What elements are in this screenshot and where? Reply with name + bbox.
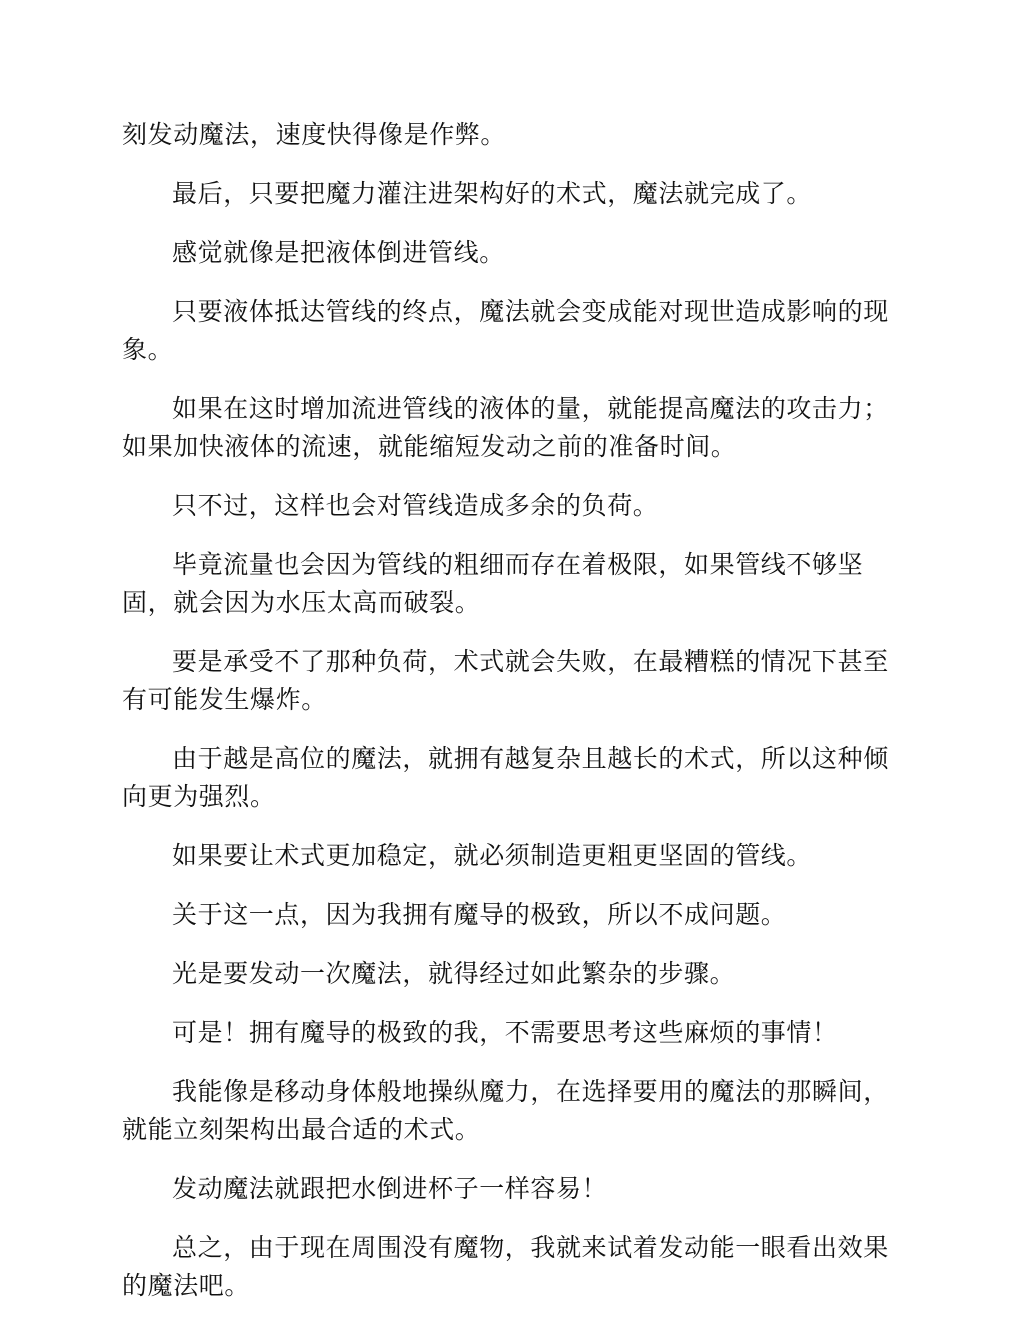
paragraph: 感觉就像是把液体倒进管线。 [172,238,505,267]
paragraph: 如果在这时增加流进管线的液体的量，就能提高魔法的攻击力；如果加快液体的流速，就能缩短发动之前的准备时间。 [122,394,889,461]
paragraph: 发动魔法就跟把水倒进杯子一样容易！ [172,1174,608,1203]
paragraph: 由于越是高位的魔法，就拥有越复杂且越长的术式，所以这种倾向更为强烈。 [122,744,889,811]
paragraph: 可是！拥有魔导的极致的我，不需要思考这些麻烦的事情！ [172,1018,838,1047]
paragraph: 毕竟流量也会因为管线的粗细而存在着极限，如果管线不够坚固，就会因为水压太高而破裂。 [122,550,864,617]
paragraph: 我能像是移动身体般地操纵魔力，在选择要用的魔法的那瞬间，就能立刻架构出最合适的术式。 [122,1077,889,1144]
paragraph: 最后，只要把魔力灌注进架构好的术式，魔法就完成了。 [172,179,813,208]
paragraph: 只要液体抵达管线的终点，魔法就会变成能对现世造成影响的现象。 [122,297,889,364]
paragraph: 刻发动魔法，速度快得像是作弊。 [122,120,507,149]
paragraph: 只不过，这样也会对管线造成多余的负荷。 [172,491,659,520]
body-text [122,116,902,1326]
paragraph: 如果要让术式更加稳定，就必须制造更粗更坚固的管线。 [172,841,813,870]
paragraph: 要是承受不了那种负荷，术式就会失败，在最糟糕的情况下甚至有可能发生爆炸。 [122,647,889,714]
paragraph: 关于这一点，因为我拥有魔导的极致，所以不成问题。 [172,900,787,929]
paragraph: 总之，由于现在周围没有魔物，我就来试着发动能一眼看出效果的魔法吧。 [122,1233,889,1300]
paragraph: 光是要发动一次魔法，就得经过如此繁杂的步骤。 [172,959,736,988]
